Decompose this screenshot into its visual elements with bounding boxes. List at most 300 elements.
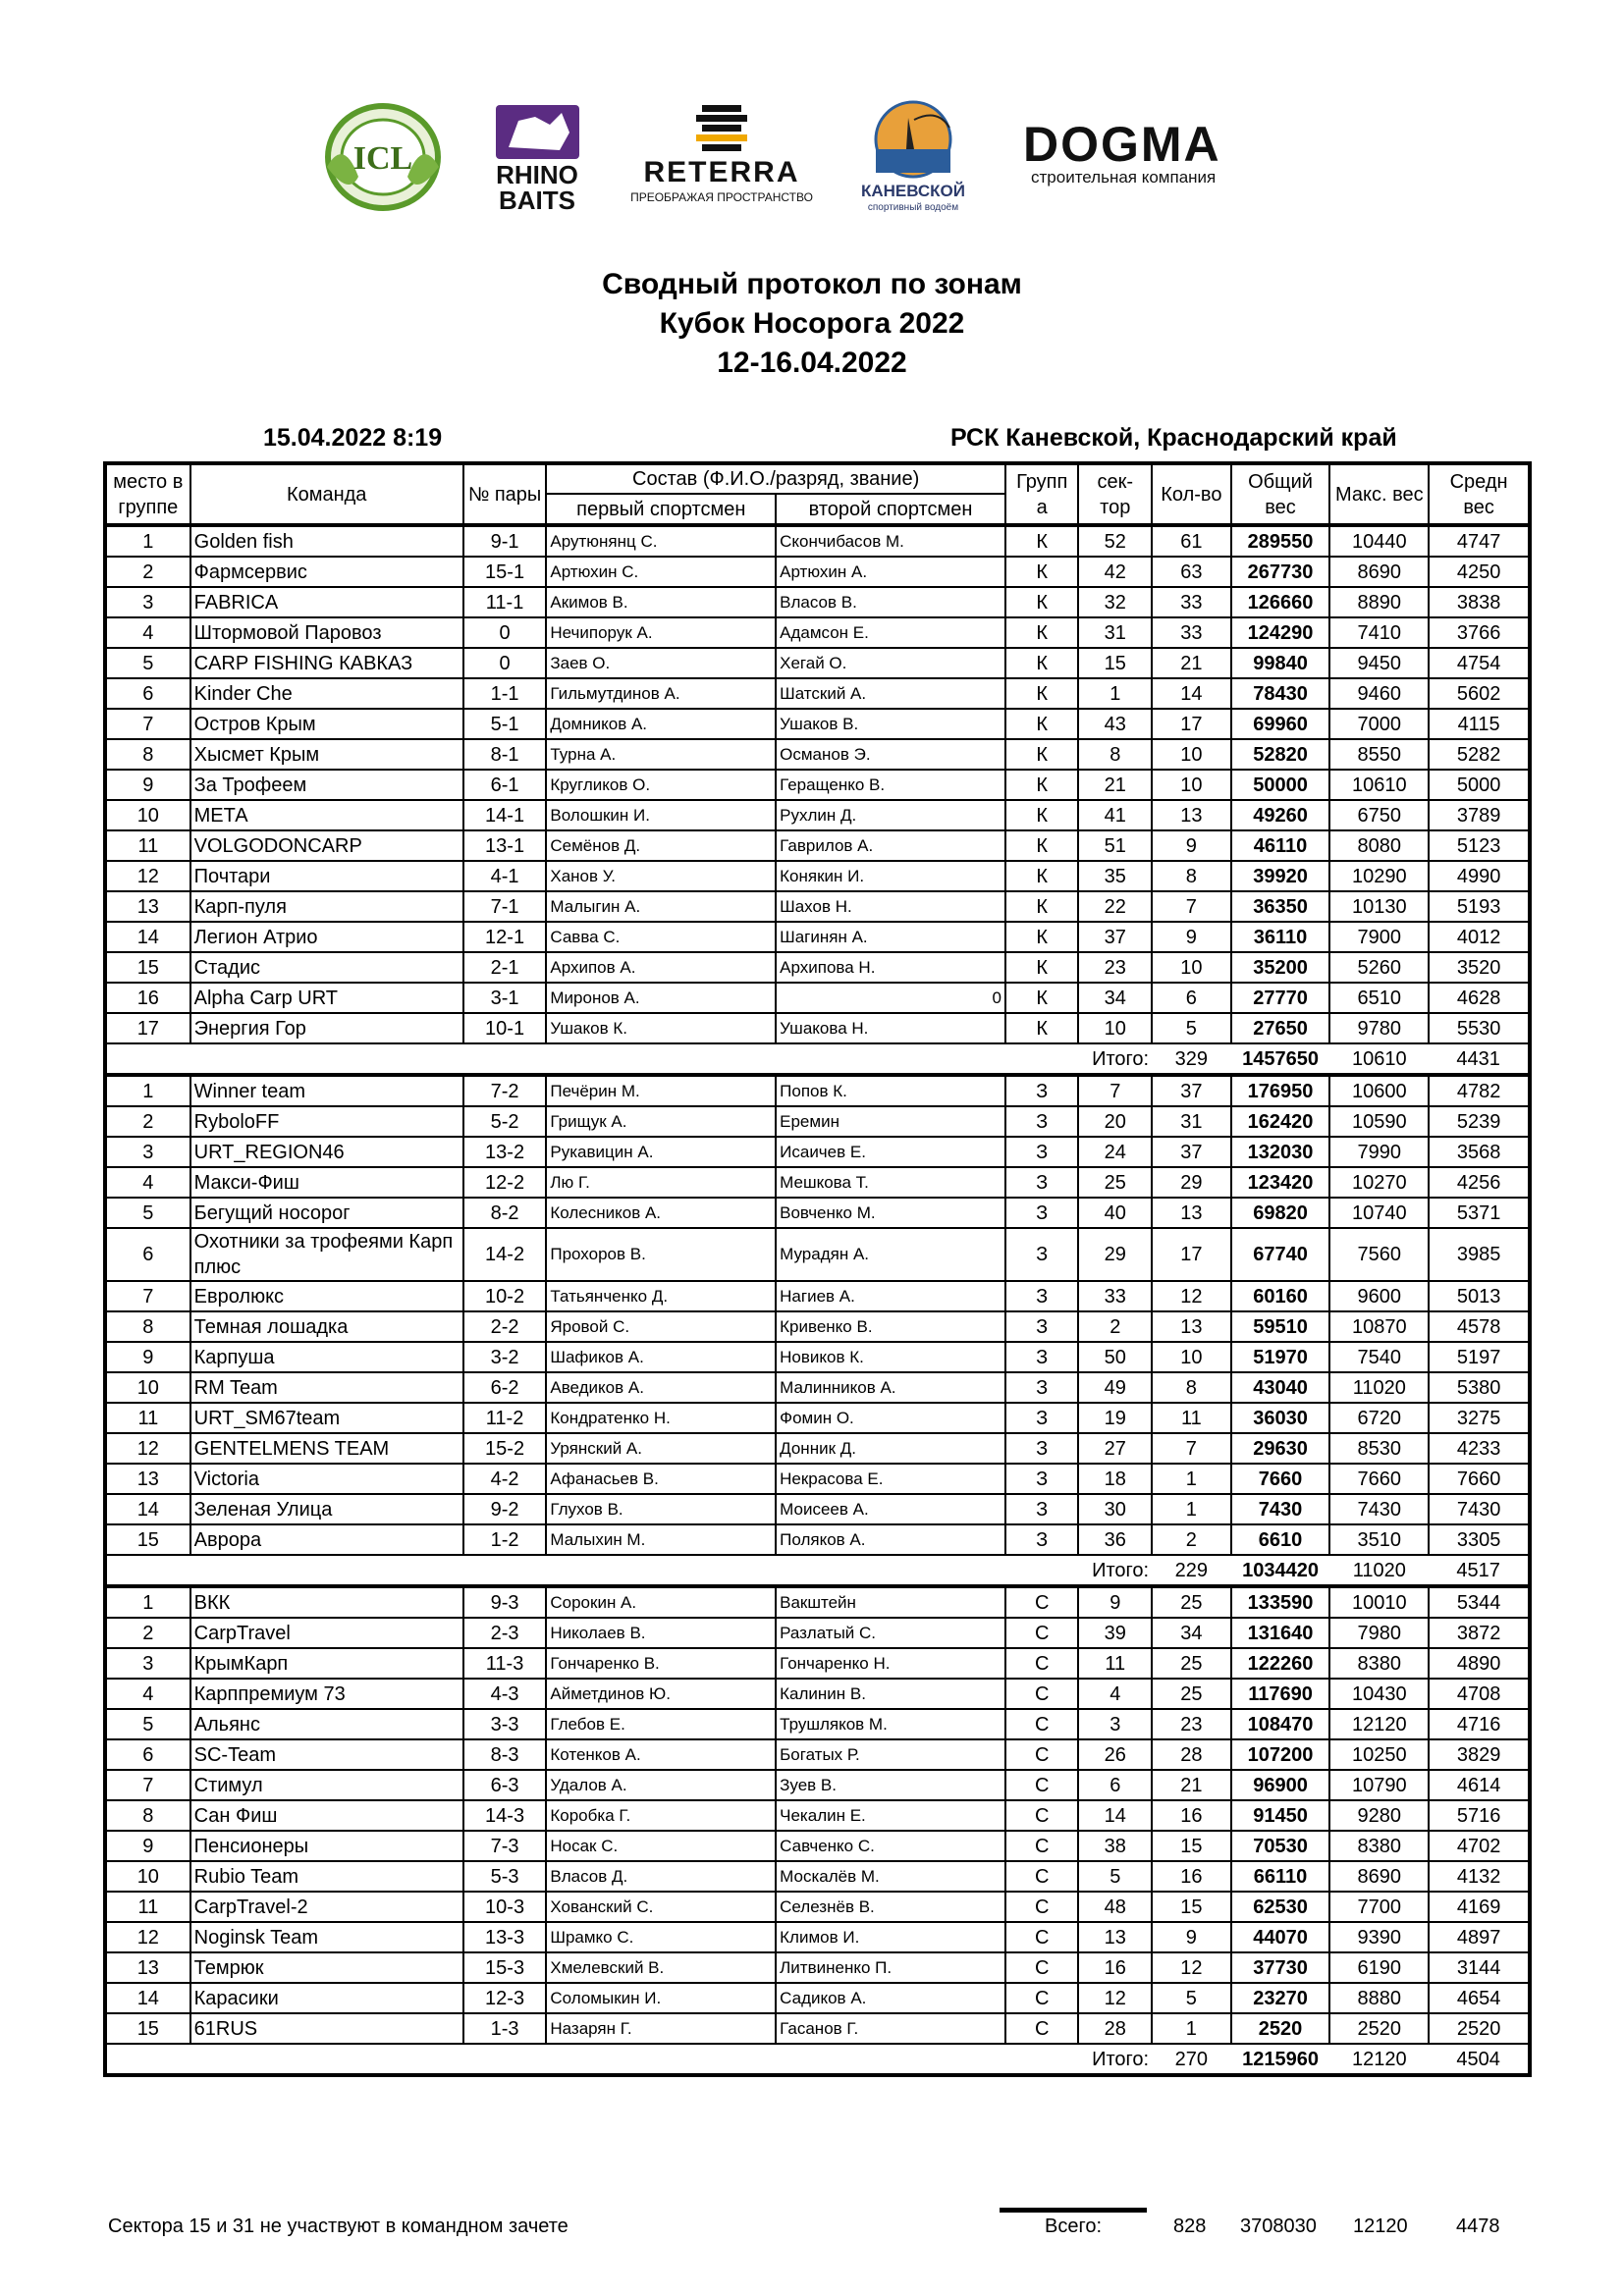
cell-total-weight: 267730 — [1231, 557, 1330, 587]
cell-pair: 7-3 — [463, 1831, 547, 1861]
cell-total-weight: 123420 — [1231, 1167, 1330, 1198]
cell-place: 16 — [105, 983, 190, 1013]
header-total-weight: Общий вес — [1231, 463, 1330, 525]
cell-team: RM Team — [190, 1372, 463, 1403]
cell-pair: 2-2 — [463, 1311, 547, 1342]
cell-sector: 52 — [1078, 525, 1152, 557]
cell-second-athlete: Гасанов Г. — [776, 2013, 1005, 2044]
cell-team: Карпуша — [190, 1342, 463, 1372]
cell-first-athlete: Соломыкин И. — [546, 1983, 776, 2013]
cell-avg-weight: 3275 — [1429, 1403, 1530, 1433]
cell-first-athlete: Гильмутдинов А. — [546, 678, 776, 709]
cell-team: Сан Фиш — [190, 1800, 463, 1831]
report-location: РСК Каневской, Краснодарский край — [950, 424, 1397, 452]
cell-team: 61RUS — [190, 2013, 463, 2044]
cell-group: З — [1005, 1311, 1079, 1342]
cell-team: Охотники за трофеями Карп плюс — [190, 1228, 463, 1281]
cell-group: С — [1005, 1709, 1079, 1739]
cell-count: 10 — [1152, 739, 1231, 770]
cell-second-athlete: Гаврилов А. — [776, 830, 1005, 861]
cell-total-weight: 62530 — [1231, 1892, 1330, 1922]
cell-group: К — [1005, 1013, 1079, 1043]
cell-total-weight: 176950 — [1231, 1075, 1330, 1106]
cell-first-athlete: Аведиков А. — [546, 1372, 776, 1403]
cell-place: 5 — [105, 1709, 190, 1739]
cell-pair: 12-2 — [463, 1167, 547, 1198]
cell-second-athlete: 0 — [776, 983, 1005, 1013]
cell-count: 25 — [1152, 1586, 1231, 1618]
total-spacer — [105, 1043, 1078, 1075]
title-line-3: 12-16.04.2022 — [717, 347, 907, 379]
total-count: 229 — [1152, 1555, 1231, 1586]
cell-group: К — [1005, 587, 1079, 617]
cell-pair: 13-1 — [463, 830, 547, 861]
kanevskoy-sub: спортивный водоём — [867, 202, 959, 213]
cell-second-athlete: Ушакова Н. — [776, 1013, 1005, 1043]
cell-max-weight: 7000 — [1329, 709, 1429, 739]
cell-team: Темрюк — [190, 1952, 463, 1983]
cell-pair: 6-3 — [463, 1770, 547, 1800]
cell-avg-weight: 5123 — [1429, 830, 1530, 861]
cell-place: 10 — [105, 1372, 190, 1403]
cell-place: 3 — [105, 587, 190, 617]
cell-total-weight: 69960 — [1231, 709, 1330, 739]
cell-pair: 5-1 — [463, 709, 547, 739]
cell-first-athlete: Ханов У. — [546, 861, 776, 891]
cell-group: С — [1005, 1586, 1079, 1618]
cell-avg-weight: 5000 — [1429, 770, 1530, 800]
cell-total-weight: 29630 — [1231, 1433, 1330, 1464]
cell-avg-weight: 4115 — [1429, 709, 1530, 739]
cell-count: 12 — [1152, 1952, 1231, 1983]
grand-total-weight: 3708030 — [1240, 2216, 1317, 2237]
cell-avg-weight: 4708 — [1429, 1679, 1530, 1709]
cell-place: 1 — [105, 1586, 190, 1618]
cell-sector: 25 — [1078, 1167, 1152, 1198]
cell-max-weight: 7900 — [1329, 922, 1429, 952]
cell-team: ВКК — [190, 1586, 463, 1618]
cell-count: 16 — [1152, 1861, 1231, 1892]
cell-max-weight: 10250 — [1329, 1739, 1429, 1770]
table-row — [105, 1106, 1530, 1137]
cell-group: З — [1005, 1075, 1079, 1106]
cell-first-athlete: Татьянченко Д. — [546, 1281, 776, 1311]
cell-team: Winner team — [190, 1075, 463, 1106]
cell-max-weight: 3510 — [1329, 1524, 1429, 1555]
sponsor-logos — [0, 93, 1624, 221]
cell-team: Евролюкс — [190, 1281, 463, 1311]
cell-second-athlete: Османов Э. — [776, 739, 1005, 770]
header-avg-weight: Средн вес — [1429, 463, 1530, 525]
cell-group: З — [1005, 1342, 1079, 1372]
cell-count: 25 — [1152, 1648, 1231, 1679]
total-max: 10610 — [1329, 1043, 1429, 1075]
cell-total-weight: 43040 — [1231, 1372, 1330, 1403]
cell-place: 5 — [105, 1198, 190, 1228]
icl-logo-text: ICL — [352, 140, 413, 177]
table-row — [105, 617, 1530, 648]
cell-count: 1 — [1152, 1494, 1231, 1524]
cell-group: З — [1005, 1464, 1079, 1494]
cell-place: 4 — [105, 1679, 190, 1709]
cell-max-weight: 8380 — [1329, 1648, 1429, 1679]
cell-sector: 26 — [1078, 1739, 1152, 1770]
cell-max-weight: 7700 — [1329, 1892, 1429, 1922]
cell-team: Альянс — [190, 1709, 463, 1739]
cell-first-athlete: Печёрин М. — [546, 1075, 776, 1106]
cell-max-weight: 8880 — [1329, 1983, 1429, 2013]
cell-pair: 1-2 — [463, 1524, 547, 1555]
cell-place: 3 — [105, 1648, 190, 1679]
cell-max-weight: 10270 — [1329, 1167, 1429, 1198]
table-row — [105, 1372, 1530, 1403]
cell-max-weight: 9460 — [1329, 678, 1429, 709]
cell-sector: 11 — [1078, 1648, 1152, 1679]
cell-avg-weight: 4132 — [1429, 1861, 1530, 1892]
cell-sector: 5 — [1078, 1861, 1152, 1892]
cell-place: 11 — [105, 1892, 190, 1922]
cell-first-athlete: Хованский С. — [546, 1892, 776, 1922]
cell-second-athlete: Ушаков В. — [776, 709, 1005, 739]
cell-max-weight: 6750 — [1329, 800, 1429, 830]
cell-max-weight: 10590 — [1329, 1106, 1429, 1137]
cell-second-athlete: Нагиев А. — [776, 1281, 1005, 1311]
cell-team: Фармсервис — [190, 557, 463, 587]
cell-count: 10 — [1152, 770, 1231, 800]
cell-avg-weight: 3766 — [1429, 617, 1530, 648]
cell-count: 16 — [1152, 1800, 1231, 1831]
cell-avg-weight: 4990 — [1429, 861, 1530, 891]
cell-first-athlete: Хмелевский В. — [546, 1952, 776, 1983]
cell-first-athlete: Николаев В. — [546, 1618, 776, 1648]
cell-group: С — [1005, 1952, 1079, 1983]
footer-note: Сектора 15 и 31 не участвуют в командном зачете — [108, 2216, 568, 2237]
cell-second-athlete: Геращенко В. — [776, 770, 1005, 800]
cell-total-weight: 60160 — [1231, 1281, 1330, 1311]
table-row — [105, 1952, 1530, 1983]
cell-sector: 7 — [1078, 1075, 1152, 1106]
cell-team: Карп-пуля — [190, 891, 463, 922]
cell-avg-weight: 5013 — [1429, 1281, 1530, 1311]
cell-total-weight: 124290 — [1231, 617, 1330, 648]
cell-first-athlete: Миронов А. — [546, 983, 776, 1013]
cell-place: 17 — [105, 1013, 190, 1043]
cell-first-athlete: Глебов Е. — [546, 1709, 776, 1739]
cell-group: К — [1005, 648, 1079, 678]
cell-count: 9 — [1152, 1922, 1231, 1952]
cell-avg-weight: 4233 — [1429, 1433, 1530, 1464]
cell-group: З — [1005, 1228, 1079, 1281]
cell-pair: 15-1 — [463, 557, 547, 587]
reterra-text: RETERRA — [643, 156, 800, 188]
table-row — [105, 557, 1530, 587]
table-row — [105, 1679, 1530, 1709]
cell-count: 13 — [1152, 1198, 1231, 1228]
cell-sector: 42 — [1078, 557, 1152, 587]
reterra-sub: ПРЕОБРАЖАЯ ПРОСТРАНСТВО — [630, 190, 813, 204]
cell-sector: 50 — [1078, 1342, 1152, 1372]
cell-team: Victoria — [190, 1464, 463, 1494]
cell-group: С — [1005, 1800, 1079, 1831]
cell-place: 7 — [105, 709, 190, 739]
cell-second-athlete: Шахов Н. — [776, 891, 1005, 922]
cell-avg-weight: 4782 — [1429, 1075, 1530, 1106]
cell-pair: 5-2 — [463, 1106, 547, 1137]
cell-count: 37 — [1152, 1075, 1231, 1106]
cell-second-athlete: Литвиненко П. — [776, 1952, 1005, 1983]
cell-max-weight: 8890 — [1329, 587, 1429, 617]
cell-first-athlete: Назарян Г. — [546, 2013, 776, 2044]
cell-avg-weight: 5371 — [1429, 1198, 1530, 1228]
total-count: 270 — [1152, 2044, 1231, 2075]
cell-pair: 8-1 — [463, 739, 547, 770]
table-row — [105, 922, 1530, 952]
cell-count: 14 — [1152, 678, 1231, 709]
cell-sector: 9 — [1078, 1586, 1152, 1618]
cell-place: 3 — [105, 1137, 190, 1167]
cell-count: 2 — [1152, 1524, 1231, 1555]
header-sector: сек- тор — [1078, 463, 1152, 525]
cell-team: Остров Крым — [190, 709, 463, 739]
cell-second-athlete: Скончибасов М. — [776, 525, 1005, 557]
cell-avg-weight: 4654 — [1429, 1983, 1530, 2013]
cell-pair: 14-3 — [463, 1800, 547, 1831]
cell-place: 2 — [105, 1106, 190, 1137]
cell-total-weight: 117690 — [1231, 1679, 1330, 1709]
cell-place: 9 — [105, 1342, 190, 1372]
cell-avg-weight: 2520 — [1429, 2013, 1530, 2044]
cell-team: URT_REGION46 — [190, 1137, 463, 1167]
cell-place: 11 — [105, 1403, 190, 1433]
title-line-2: Кубок Носорога 2022 — [659, 307, 965, 340]
header-row — [105, 463, 1530, 494]
header-first-athlete: первый спортсмен — [546, 494, 776, 525]
cell-group: К — [1005, 739, 1079, 770]
cell-second-athlete: Мурадян А. — [776, 1228, 1005, 1281]
cell-first-athlete: Грищук А. — [546, 1106, 776, 1137]
cell-total-weight: 289550 — [1231, 525, 1330, 557]
cell-team: Аврора — [190, 1524, 463, 1555]
cell-team: CARP FISHING КАВКАЗ — [190, 648, 463, 678]
total-label: Итого: — [1078, 1043, 1152, 1075]
cell-group: К — [1005, 800, 1079, 830]
cell-avg-weight: 4012 — [1429, 922, 1530, 952]
cell-count: 23 — [1152, 1709, 1231, 1739]
cell-avg-weight: 4250 — [1429, 557, 1530, 587]
cell-max-weight: 9600 — [1329, 1281, 1429, 1311]
cell-pair: 0 — [463, 648, 547, 678]
cell-max-weight: 10010 — [1329, 1586, 1429, 1618]
table-row — [105, 983, 1530, 1013]
cell-total-weight: 36030 — [1231, 1403, 1330, 1433]
cell-max-weight: 8380 — [1329, 1831, 1429, 1861]
cell-max-weight: 10740 — [1329, 1198, 1429, 1228]
table-row — [105, 1311, 1530, 1342]
cell-second-athlete: Садиков А. — [776, 1983, 1005, 2013]
cell-group: С — [1005, 1648, 1079, 1679]
cell-second-athlete: Архипова Н. — [776, 952, 1005, 983]
cell-pair: 9-1 — [463, 525, 547, 557]
cell-first-athlete: Нечипорук А. — [546, 617, 776, 648]
reterra-logo — [623, 103, 820, 211]
cell-team: Карасики — [190, 1983, 463, 2013]
cell-team: GENTELMENS TEAM — [190, 1433, 463, 1464]
header-max-weight: Макс. вес — [1329, 463, 1429, 525]
cell-second-athlete: Разлатый С. — [776, 1618, 1005, 1648]
cell-group: З — [1005, 1494, 1079, 1524]
cell-max-weight: 10790 — [1329, 1770, 1429, 1800]
cell-place: 12 — [105, 1922, 190, 1952]
cell-team: RyboloFF — [190, 1106, 463, 1137]
cell-place: 9 — [105, 770, 190, 800]
cell-count: 5 — [1152, 1013, 1231, 1043]
cell-pair: 4-2 — [463, 1464, 547, 1494]
cell-sector: 36 — [1078, 1524, 1152, 1555]
cell-avg-weight: 3568 — [1429, 1137, 1530, 1167]
cell-total-weight: 36110 — [1231, 922, 1330, 952]
cell-place: 10 — [105, 1861, 190, 1892]
cell-total-weight: 66110 — [1231, 1861, 1330, 1892]
cell-total-weight: 2520 — [1231, 2013, 1330, 2044]
cell-group: К — [1005, 678, 1079, 709]
cell-team: URT_SM67team — [190, 1403, 463, 1433]
table-row — [105, 1892, 1530, 1922]
cell-sector: 34 — [1078, 983, 1152, 1013]
cell-count: 1 — [1152, 1464, 1231, 1494]
cell-first-athlete: Малыхин М. — [546, 1524, 776, 1555]
header-pair: № пары — [463, 463, 547, 525]
table-row — [105, 1075, 1530, 1106]
cell-second-athlete: Кривенко В. — [776, 1311, 1005, 1342]
document-title — [0, 265, 1624, 383]
cell-count: 31 — [1152, 1106, 1231, 1137]
cell-avg-weight: 5602 — [1429, 678, 1530, 709]
cell-total-weight: 37730 — [1231, 1952, 1330, 1983]
cell-max-weight: 8080 — [1329, 830, 1429, 861]
cell-second-athlete: Калинин В. — [776, 1679, 1005, 1709]
cell-sector: 39 — [1078, 1618, 1152, 1648]
rhino-text-1: RHINO — [496, 160, 578, 189]
cell-sector: 21 — [1078, 770, 1152, 800]
table-row — [105, 1228, 1530, 1281]
rhino-baits-logo — [491, 103, 584, 216]
cell-total-weight: 133590 — [1231, 1586, 1330, 1618]
kanevskoy-logo — [859, 98, 967, 216]
cell-pair: 4-3 — [463, 1679, 547, 1709]
cell-first-athlete: Урянский А. — [546, 1433, 776, 1464]
cell-place: 13 — [105, 1464, 190, 1494]
cell-team: Стадис — [190, 952, 463, 983]
cell-group: З — [1005, 1433, 1079, 1464]
cell-pair: 11-2 — [463, 1403, 547, 1433]
cell-max-weight: 12120 — [1329, 1709, 1429, 1739]
cell-sector: 30 — [1078, 1494, 1152, 1524]
results-table — [103, 461, 1532, 2077]
cell-sector: 4 — [1078, 1679, 1152, 1709]
table-row — [105, 1983, 1530, 2013]
cell-total-weight: 49260 — [1231, 800, 1330, 830]
cell-group: С — [1005, 1770, 1079, 1800]
total-weight: 1215960 — [1231, 2044, 1330, 2075]
cell-sector: 40 — [1078, 1198, 1152, 1228]
table-row — [105, 678, 1530, 709]
cell-place: 13 — [105, 891, 190, 922]
cell-max-weight: 6190 — [1329, 1952, 1429, 1983]
cell-total-weight: 59510 — [1231, 1311, 1330, 1342]
cell-team: Стимул — [190, 1770, 463, 1800]
table-row — [105, 1618, 1530, 1648]
cell-place: 13 — [105, 1952, 190, 1983]
cell-first-athlete: Афанасьев В. — [546, 1464, 776, 1494]
cell-avg-weight: 3789 — [1429, 800, 1530, 830]
cell-count: 8 — [1152, 861, 1231, 891]
cell-group: К — [1005, 557, 1079, 587]
kanevskoy-text: КАНЕВСКОЙ — [861, 182, 965, 200]
cell-max-weight: 10870 — [1329, 1311, 1429, 1342]
grand-total-label: Всего: — [1045, 2216, 1102, 2237]
cell-first-athlete: Глухов В. — [546, 1494, 776, 1524]
cell-pair: 15-2 — [463, 1433, 547, 1464]
cell-avg-weight: 4747 — [1429, 525, 1530, 557]
table-row — [105, 1831, 1530, 1861]
cell-total-weight: 6610 — [1231, 1524, 1330, 1555]
cell-group: К — [1005, 891, 1079, 922]
grand-total-count: 828 — [1173, 2216, 1207, 2237]
cell-first-athlete: Заев О. — [546, 648, 776, 678]
cell-max-weight: 7660 — [1329, 1464, 1429, 1494]
cell-first-athlete: Малыгин А. — [546, 891, 776, 922]
header-count: Кол-во — [1152, 463, 1231, 525]
cell-group: К — [1005, 525, 1079, 557]
zone-total-row — [105, 1043, 1530, 1075]
cell-group: С — [1005, 2013, 1079, 2044]
cell-sector: 32 — [1078, 587, 1152, 617]
table-row — [105, 770, 1530, 800]
cell-avg-weight: 4754 — [1429, 648, 1530, 678]
cell-sector: 16 — [1078, 1952, 1152, 1983]
cell-first-athlete: Лю Г. — [546, 1167, 776, 1198]
cell-total-weight: 27650 — [1231, 1013, 1330, 1043]
table-row — [105, 1494, 1530, 1524]
cell-first-athlete: Колесников А. — [546, 1198, 776, 1228]
zone-total-row — [105, 2044, 1530, 2075]
grand-total-max: 12120 — [1353, 2216, 1408, 2237]
cell-pair: 3-3 — [463, 1709, 547, 1739]
cell-pair: 11-3 — [463, 1648, 547, 1679]
cell-team: CarpTravel — [190, 1618, 463, 1648]
cell-sector: 12 — [1078, 1983, 1152, 2013]
cell-avg-weight: 4716 — [1429, 1709, 1530, 1739]
cell-sector: 6 — [1078, 1770, 1152, 1800]
cell-avg-weight: 3985 — [1429, 1228, 1530, 1281]
cell-count: 33 — [1152, 587, 1231, 617]
cell-second-athlete: Трушляков М. — [776, 1709, 1005, 1739]
cell-place: 6 — [105, 678, 190, 709]
cell-team: Темная лошадка — [190, 1311, 463, 1342]
cell-count: 29 — [1152, 1167, 1231, 1198]
cell-team: VOLGODONCARP — [190, 830, 463, 861]
dogma-sub: строительная компания — [1031, 168, 1217, 187]
cell-team: МЕТА — [190, 800, 463, 830]
cell-first-athlete: Артюхин С. — [546, 557, 776, 587]
cell-second-athlete: Савченко С. — [776, 1831, 1005, 1861]
cell-sector: 15 — [1078, 648, 1152, 678]
total-avg: 4517 — [1429, 1555, 1530, 1586]
cell-total-weight: 70530 — [1231, 1831, 1330, 1861]
cell-sector: 23 — [1078, 952, 1152, 983]
cell-team: Макси-Фиш — [190, 1167, 463, 1198]
cell-place: 12 — [105, 1433, 190, 1464]
